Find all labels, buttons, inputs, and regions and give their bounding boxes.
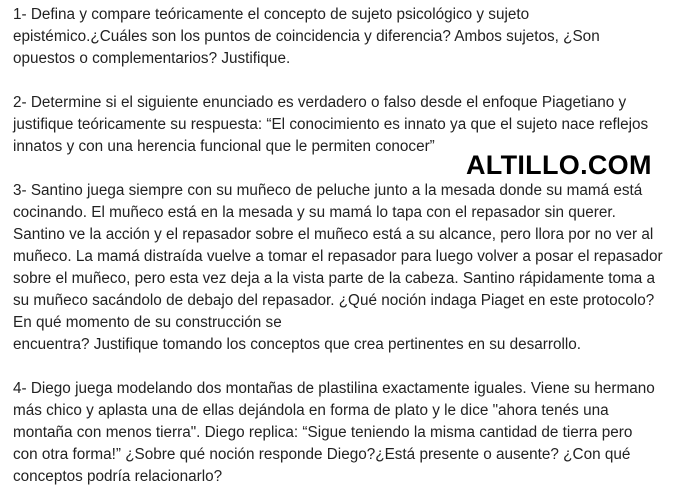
question-3-line: encuentra? Justifique tomando los conceptos que crea pertinentes en su desarrollo.: [13, 336, 582, 353]
question-document: [13, 4, 697, 488]
question-1-line: opuestos o complementarios? Justifique.: [13, 50, 291, 67]
question-3: [13, 180, 697, 356]
question-4-line: conceptos podría relacionarlo?: [13, 468, 223, 485]
paragraph-gap: [13, 356, 697, 378]
question-3-line: 3- Santino juega siempre con su muñeco de peluche junto a la mesada donde su mamá está: [13, 182, 643, 199]
question-2-line: justifique teóricamente su respuesta: “El conocimiento es innato ya que el sujeto nace reflejos: [13, 116, 649, 133]
question-1: [13, 4, 697, 70]
question-3-line: Santino ve la acción y el repasador sobre el muñeco está a su alcance, pero llora por no ver al: [13, 226, 654, 243]
question-3-line: su muñeco sacándolo de debajo del repasador. ¿Qué noción indaga Piaget en este protocolo?: [13, 292, 655, 309]
question-3-line: sobre el muñeco, pero esta vez deja a la vista parte de la cabeza. Santino rápidamente toma a: [13, 270, 656, 287]
question-1-line: epistémico.¿Cuáles son los puntos de coincidencia y diferencia? Ambos sujetos, ¿Son: [13, 28, 600, 45]
altillo-watermark: ALTILLO.COM: [466, 150, 652, 180]
question-3-line: cocinando. El muñeco está en la mesada y su mamá lo tapa con el repasador sin querer.: [13, 204, 616, 221]
question-4-line: 4- Diego juega modelando dos montañas de plastilina exactamente iguales. Viene su hermano: [13, 380, 655, 397]
question-3-line: En qué momento de su construcción se: [13, 314, 282, 331]
paragraph-gap: [13, 70, 697, 92]
question-3-line: muñeco. La mamá distraída vuelve a tomar el repasador para luego volver a posar el repasador: [13, 248, 663, 265]
question-4-line: montaña con menos tierra". Diego replica: “Sigue teniendo la misma cantidad de tierra pero: [13, 424, 633, 441]
question-4: [13, 378, 697, 488]
question-2-line: 2- Determine si el siguiente enunciado es verdadero o falso desde el enfoque Piagetiano y: [13, 94, 627, 111]
question-1-line: 1- Defina y compare teóricamente el concepto de sujeto psicológico y sujeto: [13, 6, 530, 23]
question-4-line: más chico y aplasta una de ellas dejándola en forma de plato y le dice "ahora tenés una: [13, 402, 609, 419]
question-4-line: con otra forma!” ¿Sobre qué noción responde Diego?¿Está presente o ausente? ¿Con qué: [13, 446, 631, 463]
question-2-line: innatos y con una herencia funcional que le permiten conocer”: [13, 138, 435, 155]
